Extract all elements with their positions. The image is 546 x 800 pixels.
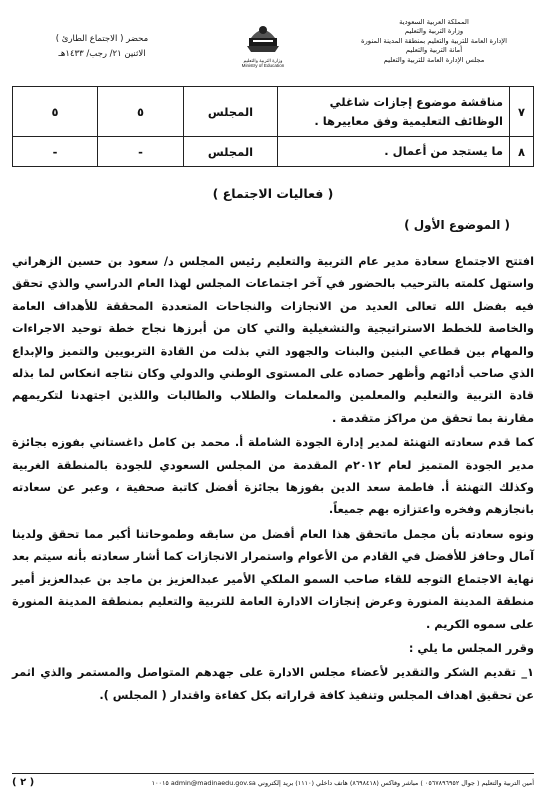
body-paragraph: افتتح الاجتماع سعادة مدير عام التربية والتعليم رئيس المجلس د/ سعود بن حسين الزهراني واستهل كلمته بالترحيب بالحضور في آخر اجتماعات المجلس لهذا العام الدراسي والذي تحقق فيه بفضل الله تعالى العديد من الانجازات والنجاحات المتعددة المحققة للأهداف العامة والخاصة للخطط الاستراتيجية والتشغيلية والتي كان من أبرزها نجاح خطة توحيد الاجراءات والمهام بين قطاعي البنين والبنات والجهود التي بذلت من القادة التربويين والتميز والإبداع الذي صاحب أدائهم وأظهر حصاده على المستوى الوطني والدولي وكان نتاجه انعكاس لما بذله قادة التربية والتعليم والمعلمين والمعلمات والطلاب والطالبات واللذين اجتهدنا لتكريمهم مقارنة بما تحقق من مراكز متقدمة . [12, 254, 534, 425]
page-number: ( ٢ ) [12, 777, 35, 788]
subsection-title: ( الموضوع الأول ) [404, 218, 510, 232]
table-row [13, 137, 534, 167]
item-value: ٥ [13, 87, 98, 137]
agenda-table [12, 86, 534, 167]
footer-contact: أمين التربية والتعليم ( جوال ٠٥٦٧٨٩٦٩٥٢ ) مباشر وفاكس (٨٦٩٨٤١٨) هاتف داخلي (١١١٠) بريد إلكتروني admin@madinaedu.gov.sa ١٠٠١٥ [151, 778, 534, 787]
item-owner: المجلس [184, 137, 278, 167]
letterhead-authority [334, 10, 534, 65]
header-line: مجلس الإدارة العامة للتربية والتعليم [383, 55, 485, 64]
minutes-title: محضر ( الاجتماع الطارئ ) [55, 34, 149, 44]
ministry-emblem-icon [243, 16, 283, 58]
item-value: - [13, 137, 98, 167]
header-line: وزارة التربية والتعليم [404, 27, 464, 36]
body-paragraph: وقرر المجلس ما يلي : [408, 640, 534, 655]
item-owner: المجلس [184, 87, 278, 137]
table-row [13, 87, 534, 137]
letterhead-document-info [12, 10, 192, 62]
body-paragraph: ونوه سعادته بأن مجمل ماتحقق هذا العام أفضل من سابقه وطموحاتنا أكبر مما تحقق ولدينا آمال وحافز للأفضل في القادم من الأعوام واستمرار الانجازات كما أشار سعادته بأنه سيتم بعد نهاية الاجتماع التوجه للقاء صاحب السمو الملكي الأمير عبدالعزيز بن ماجد بن عبدالعزيز أمير منطقة المدينة المنورة وعرض إنجازات الادارة العامة للتربية والتعليم بمنطقة المدينة المنورة على سموه الكريم . [12, 526, 534, 631]
item-number: ٧ [510, 87, 534, 137]
item-number: ٨ [510, 137, 534, 167]
minutes-date: الاثنين ٢١/ رجب/ ١٤٣٣هـ [58, 49, 146, 59]
header-line: المملكة العربية السعودية [399, 18, 469, 26]
item-value: - [98, 137, 184, 167]
minutes-body [12, 250, 534, 706]
ministry-logo [228, 10, 298, 69]
body-paragraph: كما قدم سعادته التهنئة لمدير إدارة الجودة الشاملة أ. محمد بن كامل داغستاني بفوزه بجائزة مدير الجودة المتميز لعام ٢٠١٢م المقدمة من المجلس السعودي للجودة بالمنطقة الغربية وكذلك التهنئة أ. فاطمة سعد الدين بفوزها بجائزة أفضل كاتبة صحفية ، وعبر عن سعادته بانجازهم وفخره واعتزازه بهم جميعاً. [12, 435, 534, 517]
item-topic: مناقشة موضوع إجازات شاغلي الوظائف التعليمية وفق معاييرها . [278, 87, 510, 137]
header-line: أمانة التربية والتعليم [405, 46, 463, 55]
item-value: ٥ [98, 87, 184, 137]
letterhead [12, 10, 534, 80]
emblem-caption-en: Ministry of Education [241, 63, 285, 69]
header-line: الإدارة العامة للتربية والتعليم بمنطقة المدينة المنورة [360, 36, 508, 45]
body-paragraph: ١_ تقديم الشكر والتقدير لأعضاء مجلس الادارة على جهدهم المتواصل والمستمر والذي اثمر عن تحقيق اهداف المجلس وتنفيذ كافة قراراته بكل كفاءة واقتدار ( المجلس ). [12, 665, 534, 702]
item-topic: ما يستجد من أعمال . [278, 137, 510, 167]
section-title: ( فعاليات الاجتماع ) [212, 186, 334, 201]
page-footer [12, 773, 534, 788]
emblem-caption-ar: وزارة التربية والتعليم [243, 58, 283, 63]
